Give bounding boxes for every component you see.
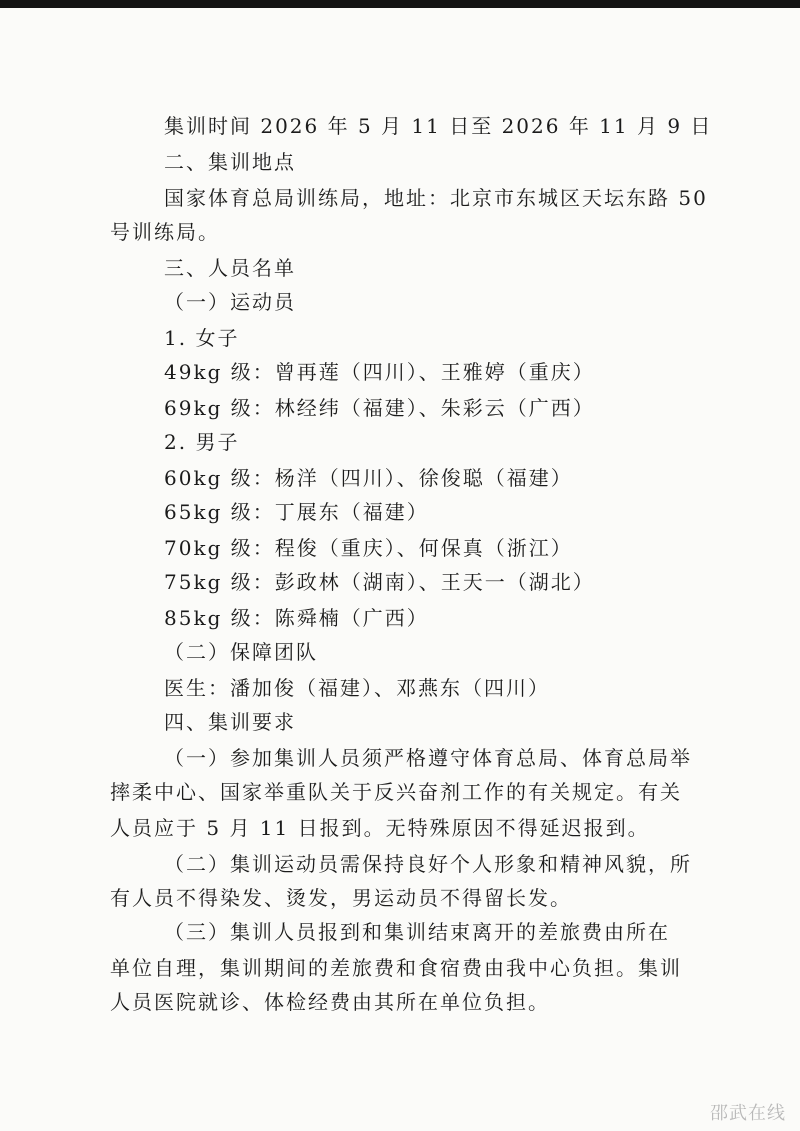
- section-heading-personnel: 三、人员名单: [164, 256, 296, 280]
- athlete-line-70kg: 70kg 级：程俊（重庆）、何保真（浙江）: [164, 536, 573, 560]
- requirement-1-line-2: 摔柔中心、国家举重队关于反兴奋剂工作的有关规定。有关: [110, 780, 682, 804]
- requirement-1-line-3: 人员应于 5 月 11 日报到。无特殊原因不得延迟报到。: [110, 816, 650, 840]
- subsection-athletes: （一）运动员: [164, 290, 296, 314]
- requirement-2-line-1: （二）集训运动员需保持良好个人形象和精神风貌，所: [164, 852, 692, 876]
- section-heading-location: 二、集训地点: [164, 150, 296, 174]
- athlete-line-65kg: 65kg 级：丁展东（福建）: [164, 500, 429, 524]
- requirement-1-line-1: （一）参加集训人员须严格遵守体育总局、体育总局举: [164, 746, 692, 770]
- category-men: 2. 男子: [164, 430, 240, 454]
- location-line: 国家体育总局训练局，地址：北京市东城区天坛东路 50: [164, 186, 708, 210]
- category-women: 1. 女子: [164, 326, 240, 350]
- athlete-line-75kg: 75kg 级：彭政林（湖南）、王天一（湖北）: [164, 570, 595, 594]
- doctor-line: 医生：潘加俊（福建）、邓燕东（四川）: [164, 676, 550, 700]
- training-time-line: 集训时间 2026 年 5 月 11 日至 2026 年 11 月 9 日: [164, 114, 713, 138]
- watermark-text: 邵武在线: [710, 1103, 786, 1124]
- requirement-3-line-1: （三）集训人员报到和集训结束离开的差旅费由所在: [164, 920, 670, 944]
- requirement-3-line-2: 单位自理，集训期间的差旅费和食宿费由我中心负担。集训: [110, 956, 682, 980]
- location-line-continued: 号训练局。: [110, 220, 220, 244]
- athlete-line-85kg: 85kg 级：陈舜楠（广西）: [164, 606, 429, 630]
- requirement-2-line-2: 有人员不得染发、烫发，男运动员不得留长发。: [110, 886, 572, 910]
- document-page: [0, 8, 800, 1131]
- athlete-line-69kg: 69kg 级：林经纬（福建）、朱彩云（广西）: [164, 396, 595, 420]
- athlete-line-60kg: 60kg 级：杨洋（四川）、徐俊聪（福建）: [164, 466, 573, 490]
- athlete-line-49kg: 49kg 级：曾再莲（四川）、王雅婷（重庆）: [164, 360, 595, 384]
- requirement-3-line-3: 人员医院就诊、体检经费由其所在单位负担。: [110, 990, 550, 1014]
- section-heading-requirements: 四、集训要求: [164, 710, 296, 734]
- top-border: [0, 0, 800, 8]
- subsection-support-team: （二）保障团队: [164, 640, 318, 664]
